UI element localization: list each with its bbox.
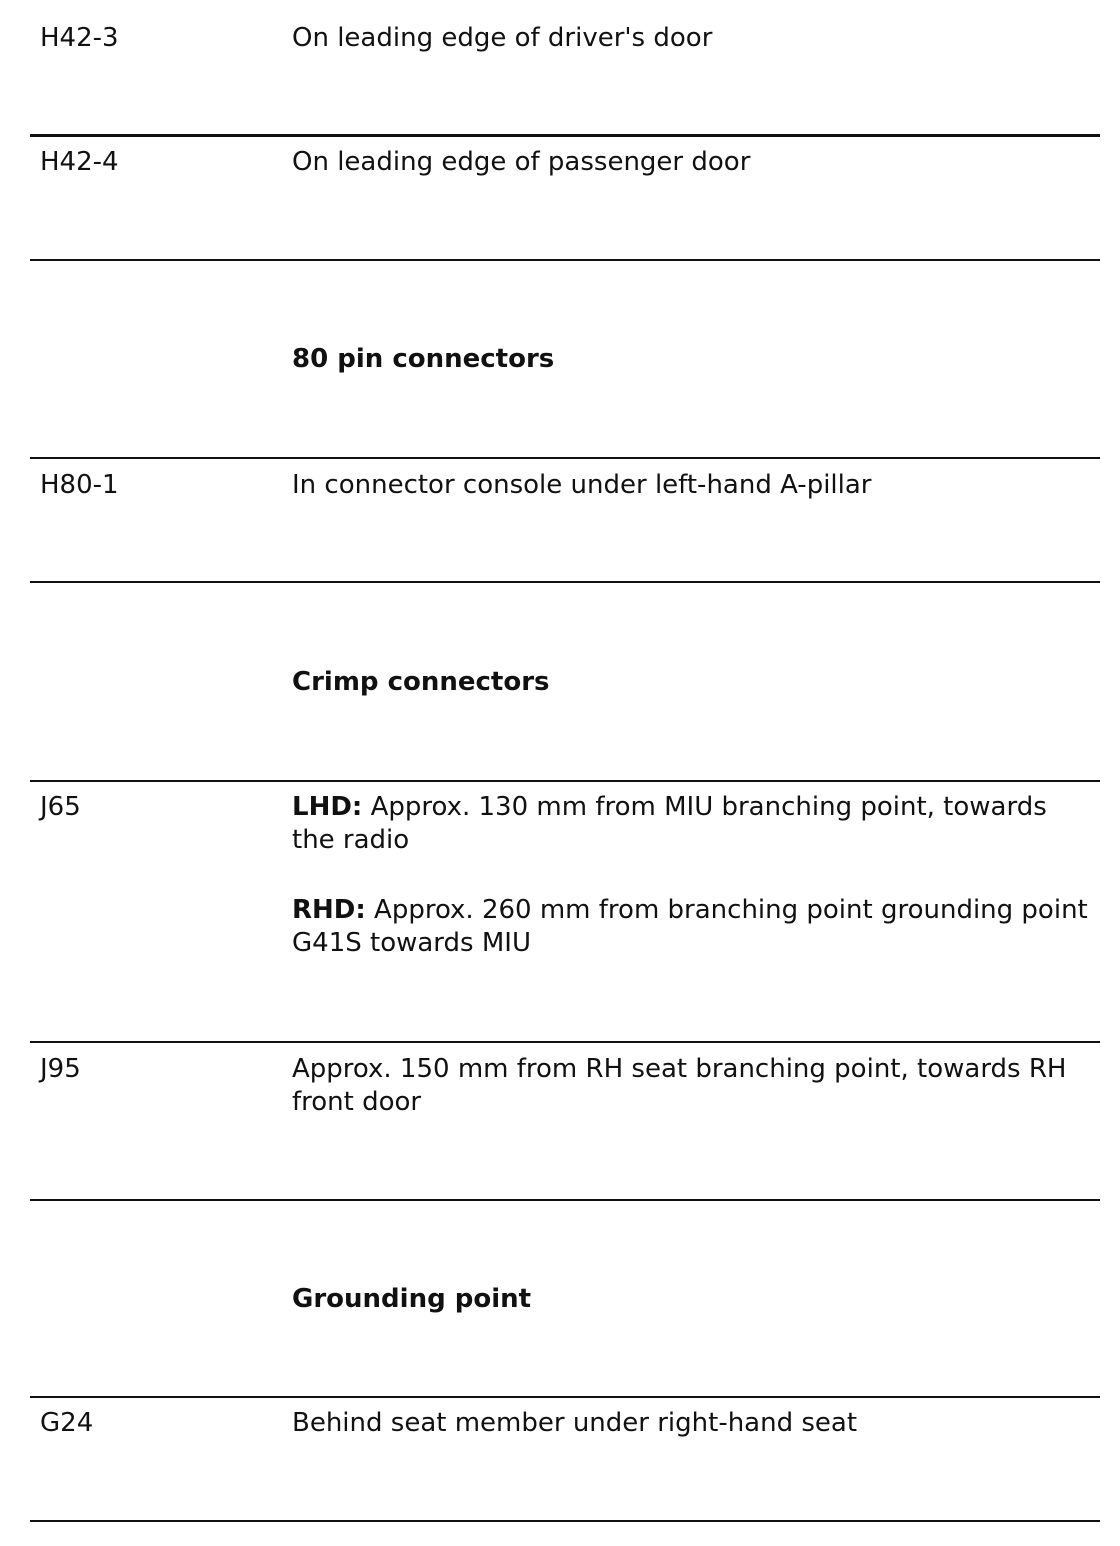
rhd-text: Approx. 260 mm from branching point grounding point G41S towards MIU <box>292 895 1088 958</box>
row-divider <box>30 1396 1100 1398</box>
lhd-label: LHD: <box>292 792 363 822</box>
connector-code-h80-1: H80-1 <box>40 470 119 500</box>
row-divider <box>30 1041 1100 1043</box>
row-divider <box>30 134 1100 137</box>
section-heading-grounding-point: Grounding point <box>292 1284 532 1314</box>
connector-code-h42-3: H42-3 <box>40 23 119 53</box>
row-divider <box>30 1199 1100 1201</box>
row-divider <box>30 1520 1100 1522</box>
location-description-g24: Behind seat member under right-hand seat <box>292 1408 858 1438</box>
rhd-label: RHD: <box>292 895 366 925</box>
row-divider <box>30 457 1100 459</box>
location-description-j95: Approx. 150 mm from RH seat branching point, towards RH front door <box>292 1054 1067 1117</box>
section-heading-80-pin-connectors: 80 pin connectors <box>292 344 555 374</box>
connector-code-g24: G24 <box>40 1408 94 1438</box>
location-description-h42-3: On leading edge of driver's door <box>292 23 713 53</box>
location-description-h42-4: On leading edge of passenger door <box>292 147 751 177</box>
row-divider <box>30 259 1100 261</box>
row-divider <box>30 581 1100 583</box>
lhd-note <box>292 791 1092 857</box>
location-description-h80-1: In connector console under left-hand A-pillar <box>292 470 872 500</box>
connector-code-j65: J65 <box>40 792 81 822</box>
row-divider <box>30 780 1100 782</box>
section-heading-crimp-connectors: Crimp connectors <box>292 667 550 697</box>
connector-code-j95: J95 <box>40 1054 81 1084</box>
connector-code-h42-4: H42-4 <box>40 147 119 177</box>
location-description-j65 <box>292 791 1092 960</box>
lhd-text: Approx. 130 mm from MIU branching point, towards the radio <box>292 792 1047 855</box>
rhd-note <box>292 894 1092 960</box>
